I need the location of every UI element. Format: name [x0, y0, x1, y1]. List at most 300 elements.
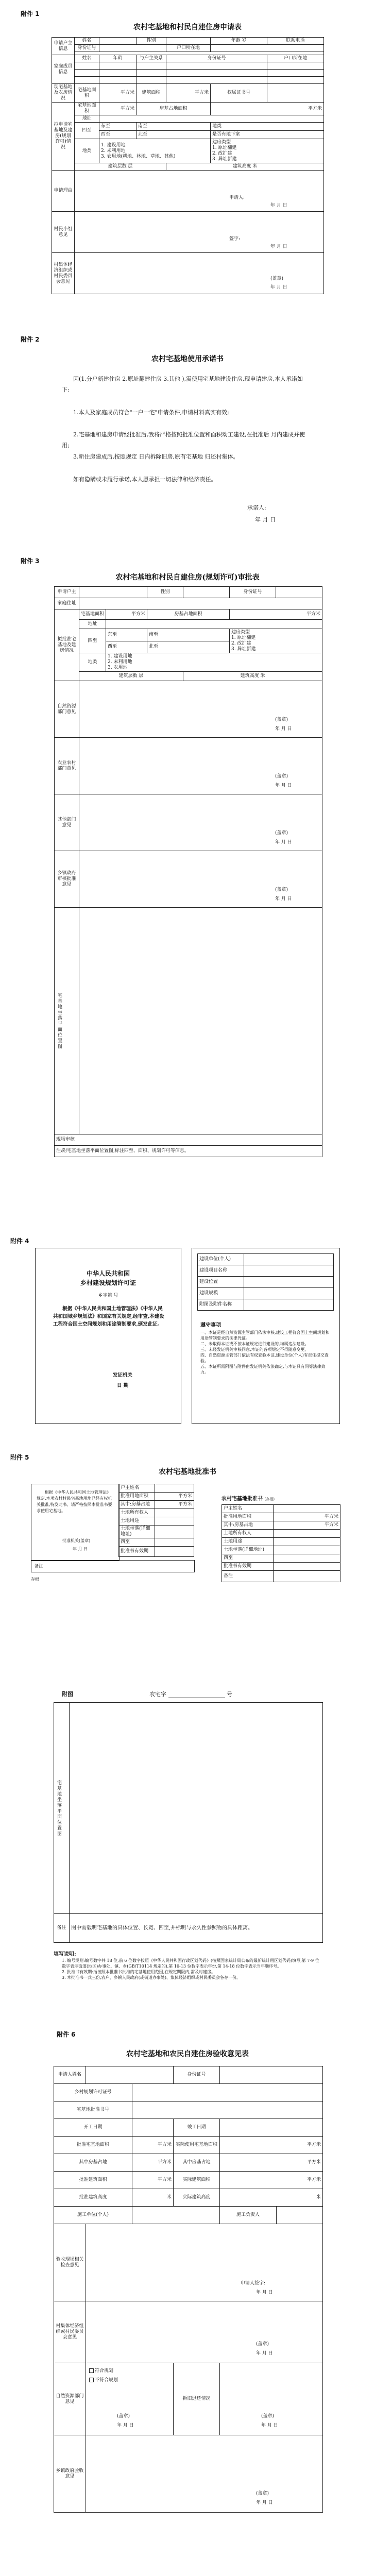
form-2-title: 农村宅基地使用承诺书 [151, 355, 224, 363]
f6-gov-label: 乡镇政府验收意见 [54, 2435, 86, 2513]
north-label: 北至 [137, 131, 211, 139]
right-value-5[interactable] [274, 1546, 340, 1554]
existing-building-label: 建筑面积 [137, 84, 166, 103]
right-unit-2: 平方米 [274, 1521, 340, 1530]
f6-id-field[interactable] [220, 2066, 323, 2084]
attach-remark-label: 备注 [54, 1914, 70, 1943]
f6-approval-field[interactable] [132, 2102, 323, 2119]
land-type-opt-0[interactable]: 1. 建设用地 [101, 142, 126, 148]
existing-area-label: 宅基地面积 [75, 84, 99, 103]
annex-label-4: 附件 4 [10, 1238, 29, 1245]
land-type-label-3: 地类 [79, 653, 106, 672]
right-field-5: 土地坐落(详细地址) [222, 1546, 274, 1554]
id-label-3: 身份证号 [230, 587, 276, 598]
pledge-item-1: 1.本人及家庭成员符合"一户一宅"申请条件,申请材料真实有效; [73, 409, 229, 416]
f6-gov-date: 年 月 日 [256, 2500, 273, 2505]
height-label: 建筑高度 米 [166, 163, 324, 171]
notice-title: 遵守事项 [200, 1323, 221, 1328]
proposed-area-label: 宅基地面积 [75, 103, 99, 115]
f6-actual-area-unit: 平方米 [220, 2137, 323, 2154]
f6-village-label: 村集体经济组织或村民委员会意见 [54, 2301, 86, 2363]
f6-height-label: 批准建筑高度 [54, 2189, 132, 2207]
right-field-0: 户主姓名 [222, 1505, 274, 1513]
member-header-2: 与户主关系 [137, 55, 166, 62]
mid-value-0[interactable] [155, 1484, 194, 1493]
approval-left [31, 1484, 120, 1561]
f6-house-base-label: 其中房基占地 [54, 2154, 132, 2172]
f6-house-base-actual-unit: 平方米 [220, 2154, 323, 2172]
member-cell[interactable] [166, 70, 267, 77]
form-3 [0, 546, 375, 1216]
f6-dept-date: 年 月 日 [117, 2423, 134, 2428]
checkbox-a [89, 2368, 94, 2373]
name-label: 姓名 [75, 38, 99, 45]
height-label-3: 建筑高度 米 [183, 672, 322, 681]
age-label: 年龄 岁 [211, 38, 267, 45]
f6-gov-field[interactable] [86, 2435, 323, 2513]
proposed-area-unit: 平方米 [99, 103, 137, 115]
checkbox-b [89, 2378, 94, 2382]
boundary-label-3: 四至 [79, 629, 106, 653]
f6-actual-height-label: 实际建筑高度 [174, 2189, 220, 2207]
form-5-title: 农村宅基地批准书 [159, 1468, 216, 1476]
f6-check-a[interactable] [89, 2368, 113, 2374]
f6-approval-label: 宅基地批准书号 [54, 2102, 132, 2119]
build-type-opt-1[interactable]: 2. 改扩建 [212, 151, 232, 156]
gender-label-3: 性别 [147, 587, 183, 598]
mid-value-7[interactable] [155, 1547, 194, 1557]
permit-field-4: 附图及附件名称 [198, 1299, 244, 1311]
applicant-field[interactable] [79, 587, 147, 598]
member-header-0: 姓名 [75, 55, 99, 62]
right-field-3: 土地所有权人 [222, 1530, 274, 1538]
build-type-opt-3-0[interactable]: 1. 原址翻建 [231, 635, 256, 640]
approval-remark-strip [31, 1560, 195, 1572]
mid-field-5: 土地坐落(详细地址) [119, 1526, 155, 1538]
floors-label: 建筑层数 层 [75, 163, 166, 171]
member-cell[interactable] [99, 62, 137, 70]
land-type-row-label: 地类 [75, 139, 99, 163]
f6-building-label: 批准建筑面积 [54, 2172, 132, 2189]
house-base-label: 房基占地面积 [137, 103, 211, 115]
notice-list [200, 1330, 332, 1375]
f6-village-field[interactable] [86, 2301, 323, 2363]
mid-value-4[interactable] [155, 1517, 194, 1526]
f6-height-unit: 米 [132, 2189, 174, 2207]
floors-label-3: 建筑层数 层 [79, 672, 183, 681]
attach-side-cell [54, 1703, 70, 1914]
mid-field-3: 土地所有权人 [119, 1509, 155, 1517]
dept4-date: 年 月 日 [275, 896, 292, 902]
f6-gov-seal: (盖章) [256, 2491, 269, 2496]
f6-village-date: 年 月 日 [256, 2351, 273, 2356]
f6-approved-area-unit: 平方米 [132, 2137, 174, 2154]
mid-field-6: 四至 [119, 1538, 155, 1547]
f6-finish-field[interactable] [220, 2119, 323, 2137]
west-label: 西至 [99, 131, 137, 139]
house-base-unit: 平方米 [211, 103, 324, 115]
member-cell[interactable] [166, 62, 267, 70]
f6-verify-label: 拆旧退还情况 [174, 2363, 220, 2435]
land-type-label: 地类 [211, 123, 324, 131]
land-type-options-3[interactable] [106, 653, 322, 672]
f6-house-base-actual-label: 其中房基占地 [174, 2154, 220, 2172]
member-cell[interactable] [267, 70, 324, 77]
right-field-2: 其中:房基占地 [222, 1521, 274, 1530]
annex-label-2: 附件 2 [21, 336, 40, 343]
build-type-opt-2[interactable]: 3. 异址新建 [212, 157, 237, 162]
address-label: 地址 [75, 115, 99, 123]
applicant-label: 申请户主 [55, 587, 79, 598]
build-type-cell-3[interactable] [230, 629, 322, 653]
stub-label: 存根 [31, 1577, 39, 1582]
approval-issuer: 批准机关(盖章) [62, 1538, 91, 1543]
member-cell[interactable] [137, 70, 166, 77]
note-item-0: 1. 编号规则:编号数字共 18 位,前 6 位数字按照《中华人民共和国行政区划代码》(按照国家统计局公布的最新统计用区划代码)填写,第 7-9 位数字表示街道(地区)办事处、镇、乡(GB/T10114 规定的),第 10-13 位数字表示年份,第 14-18 位数字表示当年顺序号。 [62, 1958, 319, 1969]
village-opinion-label: 村集体经济组织或村民委员会意见 [52, 253, 75, 294]
form-6-title: 农村宅基地和农民自建住房验收意见表 [126, 2050, 249, 2058]
member-header-3: 身份证号 [166, 55, 267, 62]
group-sign-label: 签字: [229, 236, 241, 242]
right-title-text: 农村宅基地批准书 [221, 1496, 263, 1502]
annex-label-3: 附件 3 [21, 557, 40, 565]
right-remark-label: 备注 [222, 1571, 274, 1582]
f6-applicant-label: 申请人姓名 [54, 2066, 86, 2084]
permit-issuer: 发证机关 [113, 1372, 133, 1378]
existing-area-unit: 平方米 [99, 84, 137, 103]
f6-actual-building-label: 实际建筑面积 [174, 2172, 220, 2189]
right-field-6: 四至 [222, 1554, 274, 1563]
build-type-opt-3-2[interactable]: 3. 异址新建 [231, 647, 256, 652]
approval-mid-table [118, 1484, 194, 1557]
f6-checks-label: 验收现场相关检查意见 [54, 2224, 86, 2301]
dept1-field[interactable] [79, 681, 322, 738]
f6-verify-field[interactable] [220, 2363, 323, 2435]
reason-label: 申请理由 [52, 171, 75, 212]
form-5b [0, 1685, 375, 1994]
f6-check-b[interactable] [89, 2378, 118, 2383]
form-1-title: 农村宅基地和村民自建住房申请表 [133, 23, 242, 31]
proposed-label: 拟申请宅基地及建房(规划许可)情况 [52, 103, 75, 171]
area-unit-3: 平方米 [106, 609, 147, 620]
name-field[interactable] [99, 38, 137, 45]
dept3-date: 年 月 日 [275, 840, 292, 845]
f6-unit-label: 施工单位(个人) [54, 2207, 132, 2224]
permit-body: 根据《中华人民共和国土地管理法》《中华人民共和国城乡规划法》和国家有关规定,经审查,本建设工程符合国土空间规划和用途管制要求,颁发此证。 [53, 1306, 164, 1327]
attach-remark-text: 图中需载明宅基地的具体位置、长宽、四至,并标明与永久性参照物的具体距离。 [70, 1914, 323, 1943]
family-members-label: 家庭成员信息 [52, 55, 75, 84]
ownership-cert-label: 权属证书号 [211, 84, 267, 103]
member-cell[interactable] [99, 77, 137, 84]
f6-actual-height-unit: 米 [220, 2189, 323, 2207]
site-map-area[interactable] [79, 908, 322, 1134]
member-cell[interactable] [75, 70, 99, 77]
f6-id-label: 身份证号 [174, 2066, 220, 2084]
boundary-label: 四至 [75, 123, 99, 139]
annex-label-1: 附件 1 [21, 10, 40, 18]
household-reg-label: 户口所在地 [166, 45, 211, 52]
form-3-table [54, 586, 322, 1157]
land-type-opt-2[interactable]: 3. 农用地(耕地、林地、草地、其他) [101, 154, 176, 159]
form-4 [0, 1231, 375, 1437]
f6-village-seal: (盖章) [256, 2342, 269, 2347]
household-field-3[interactable] [79, 598, 322, 609]
east-label: 东至 [99, 123, 137, 131]
applicant-sign-date: 年 月 日 [270, 203, 287, 208]
f6-dept-field-a[interactable] [86, 2363, 174, 2435]
build-type-opt-3-1[interactable]: 2. 改扩建 [231, 641, 251, 646]
permit-value-4[interactable] [244, 1299, 334, 1311]
id-field-3[interactable] [276, 587, 322, 598]
f6-person-label: 施工负责人 [220, 2207, 277, 2224]
permit-value-2[interactable] [244, 1277, 334, 1288]
household-reg-field[interactable] [211, 45, 324, 52]
member-cell[interactable] [99, 70, 137, 77]
id-field[interactable] [99, 45, 166, 52]
permit-title-1: 中华人民共和国 [86, 1270, 130, 1277]
site-verify-row [55, 1134, 322, 1146]
mid-field-0: 户主姓名 [119, 1484, 155, 1493]
mid-value-6[interactable] [155, 1538, 194, 1547]
mid-field-2: 其中:房基占地 [119, 1501, 155, 1509]
dept2-label: 农业农村部门意见 [55, 738, 79, 794]
gender-label: 性别 [137, 38, 166, 45]
f6-permit-field[interactable] [132, 2084, 323, 2102]
group-opinion-field[interactable] [75, 212, 324, 253]
south-label: 南至 [137, 123, 211, 131]
ownership-cert-field[interactable] [267, 84, 324, 103]
notice-item-4: 五、本证所需附图与附件由发证机关依法确定,与本证具有同等法律效力。 [200, 1364, 326, 1375]
reason-field[interactable] [75, 171, 324, 212]
site-verify-label: 现场审核 [56, 1137, 75, 1142]
permit-field-3: 建设规模 [198, 1288, 244, 1299]
permit-field-2: 建设位置 [198, 1277, 244, 1288]
notice-item-0: 一、本证是经自然资源主管部门依法审核,建设工程符合国土空间规划和用途管制要求的法律凭证。 [200, 1330, 330, 1341]
mid-field-4: 土地用途 [119, 1517, 155, 1526]
permit-field-1: 建设项目名称 [198, 1265, 244, 1277]
group-opinion-label: 村民小组意见 [52, 212, 75, 253]
site-map-vertical-label: 宅基地坐落平面位置图 [57, 992, 62, 1049]
form-3-note: 注:附宅基地坐落平面位置图,标注四至、面积、规划许可等信息。 [55, 1146, 322, 1157]
permit-fields-table [197, 1253, 334, 1311]
land-type-opt-3-1[interactable]: 2. 未利用地 [108, 659, 132, 665]
note-item-2: 3. 本批准书一式三份,农户、乡镇人民政府(或街道办事处)、集体经济组织或村民委员会各存一份。 [62, 1975, 241, 1980]
annex-label-5: 附件 5 [10, 1454, 29, 1461]
dept1-date: 年 月 日 [275, 726, 292, 732]
right-title-stub: (存根) [264, 1497, 275, 1501]
f6-start-field[interactable] [132, 2119, 174, 2137]
notes-title: 填写说明: [54, 1952, 76, 1957]
dept4-label: 乡镇政府审核批准意见 [55, 851, 79, 908]
address-label-3: 地址 [79, 620, 106, 629]
attach-map-area[interactable] [70, 1703, 323, 1914]
f6-verify-seal: (盖章) [261, 2414, 275, 2419]
dept3-label: 其他部门意见 [55, 794, 79, 851]
build-type-opt-0[interactable]: 1. 原址翻建 [212, 145, 237, 150]
pledge-intro: 因(1.分户新建住房 2.原址翻建住房 3.其他 ),需使用宅基地建设住房,现申请建房,本人承诺如下: [62, 376, 303, 393]
mid-unit-1: 平方米 [155, 1493, 194, 1501]
right-field-1: 批准用地面积 [222, 1513, 274, 1521]
f6-person-field[interactable] [277, 2207, 323, 2224]
land-type-opt-3-0[interactable]: 1. 建设用地 [108, 654, 132, 659]
permit-value-3[interactable] [244, 1288, 334, 1299]
f6-villager-sign: 申请人签字: [241, 2281, 266, 2286]
existing-label: 现宅基地及农房情况 [52, 84, 75, 103]
pledge-closing: 如有隐瞒或未履行承诺,本人愿承担一切法律和经济责任。 [73, 476, 217, 483]
dept3-seal: (盖章) [275, 831, 288, 836]
notice-item-2: 三、未经发证机关审核同意,本证的各项规定不得随意变更。 [200, 1347, 309, 1352]
form-1-table [52, 37, 324, 294]
attach-header-prefix: 农宅字 [149, 1691, 166, 1698]
attach-table [54, 1702, 323, 1943]
f6-house-base-unit: 平方米 [132, 2154, 174, 2172]
group-sign-date: 年 月 日 [270, 244, 287, 249]
pledge-date: 年 月 日 [255, 516, 276, 523]
f6-checks-field[interactable] [86, 2224, 323, 2301]
mid-field-1: 批准用地面积 [119, 1493, 155, 1501]
gender-field-3[interactable] [183, 587, 230, 598]
dept4-field[interactable] [79, 851, 322, 908]
build-type-label: 建房类型 [212, 140, 231, 145]
gender-field[interactable] [166, 38, 211, 45]
right-value-0[interactable] [274, 1505, 340, 1513]
mid-value-5[interactable] [155, 1526, 194, 1538]
mid-field-7: 批准书有效期 [119, 1547, 155, 1557]
has-basement-label: 是否有地下室 [211, 131, 324, 139]
member-cell[interactable] [75, 62, 99, 70]
right-title [221, 1494, 275, 1502]
dept3-field[interactable] [79, 794, 322, 851]
area-label-3: 宅基地面积 [79, 609, 106, 620]
build-type-options[interactable] [211, 139, 324, 163]
mid-value-3[interactable] [155, 1509, 194, 1517]
dept2-seal: (盖章) [275, 774, 288, 779]
f6-permit-label: 乡村规划许可证号 [54, 2084, 132, 2102]
attach-header-no: 号 [227, 1691, 232, 1698]
form-3-title: 农村宅基地和村民自建住房(规划许可)审批表 [115, 573, 260, 582]
north-label-3: 北至 [147, 641, 230, 653]
dept4-seal: (盖章) [275, 887, 288, 892]
f6-verify-date: 年 月 日 [261, 2423, 278, 2428]
member-cell[interactable] [137, 62, 166, 70]
member-header-4: 户口所在地 [267, 55, 324, 62]
dept1-label: 自然资源部门意见 [55, 681, 79, 738]
member-cell[interactable] [166, 77, 267, 84]
applicant-sign-label: 申请人: [229, 195, 245, 200]
form-6-table [54, 2066, 323, 2513]
f6-dept-label: 自然资源部门意见 [54, 2363, 86, 2435]
permit-value-0[interactable] [244, 1254, 334, 1265]
dept1-seal: (盖章) [275, 717, 288, 722]
f6-approved-area-label: 批准宅基地面积 [54, 2137, 132, 2154]
f6-applicant-field[interactable] [86, 2066, 174, 2084]
note-item-1: 2. 批准书有效期:指按照本批准书批准的宅基地使用范围,在规定期限内,需及时建房。 [62, 1970, 215, 1974]
house-base-label-3: 房基占地面积 [147, 609, 230, 620]
attach-header-left: 附图 [62, 1691, 73, 1698]
approval-remark-label: 备注 [35, 1564, 43, 1568]
member-cell[interactable] [267, 77, 324, 84]
household-label-3: 家庭住址 [55, 598, 79, 609]
member-cell[interactable] [267, 62, 324, 70]
pledge-signer: 承诺人: [247, 504, 266, 511]
land-type-opt-1[interactable]: 2. 未利用地 [101, 148, 126, 154]
pledge-item-3: 3.新住房建成后,按照规定 日内拆除旧房,原有宅基地 归还村集体。 [73, 453, 239, 460]
right-value-6[interactable] [274, 1554, 340, 1563]
approval-date: 年 月 日 [73, 1547, 88, 1551]
dept2-field[interactable] [79, 738, 322, 794]
form-5 [0, 1448, 375, 1664]
permit-cover [35, 1248, 181, 1424]
village-opinion-field[interactable] [75, 253, 324, 294]
existing-building-unit: 平方米 [166, 84, 211, 103]
right-unit-1: 平方米 [274, 1513, 340, 1521]
land-type-opt-3-2[interactable]: 3. 农用地 [108, 665, 128, 670]
f6-check-a-label: 符合规划 [95, 2368, 114, 2374]
right-value-7[interactable] [274, 1563, 340, 1571]
member-header-1: 年龄 [99, 55, 137, 62]
permit-title-2: 乡村建设规划许可证 [80, 1279, 136, 1286]
form-2 [0, 319, 375, 541]
member-cell[interactable] [75, 77, 99, 84]
right-remark-value[interactable] [274, 1571, 340, 1582]
permit-field-0: 建设单位(个人) [198, 1254, 244, 1265]
annex-label-6: 附件 6 [57, 2031, 76, 2038]
f6-check-b-label: 不符合规划 [95, 2378, 118, 2383]
f6-actual-building-unit: 平方米 [220, 2172, 323, 2189]
right-value-4[interactable] [274, 1538, 340, 1546]
form-6 [0, 2020, 375, 2576]
site-map-label-cell [55, 908, 79, 1134]
build-type-label-3: 建房类型 [231, 630, 250, 635]
proposed-label-3: 拟批准宅基地及建房情况 [55, 609, 79, 681]
address-field-3[interactable] [106, 620, 322, 629]
right-value-3[interactable] [274, 1530, 340, 1538]
approval-right-table [221, 1504, 340, 1582]
approval-left-text: 根据《中华人民共和国土地管理法》规定,本项农村村民宅基地用地已经有权机关批准,特发此书。请严格按照本批准书要求使用宅基地。 [37, 1490, 112, 1513]
f6-start-label: 开工日期 [54, 2119, 132, 2137]
address-field[interactable] [99, 115, 324, 123]
village-seal: (盖章) [270, 276, 284, 281]
south-label-3: 南至 [147, 629, 230, 641]
f6-unit-field[interactable] [132, 2207, 220, 2224]
pledge-item-2: 2.宅基地和建房申请经批准后,我将严格按照批准位置和面积动工建设,在批准后 月内建成并使用; [62, 431, 305, 449]
permit-value-1[interactable] [244, 1265, 334, 1277]
phone-label: 联系电话 [267, 38, 324, 45]
member-cell[interactable] [137, 77, 166, 84]
village-sign-date: 年 月 日 [270, 285, 287, 290]
f6-building-unit: 平方米 [132, 2172, 174, 2189]
form-1 [0, 0, 375, 309]
f6-dept-seal: (盖章) [117, 2414, 130, 2419]
f6-villager-date: 年 月 日 [256, 2290, 273, 2295]
right-field-4: 土地用途 [222, 1538, 274, 1546]
east-label-3: 东至 [106, 629, 147, 641]
f6-finish-label: 竣工日期 [174, 2119, 220, 2137]
dept2-date: 年 月 日 [275, 783, 292, 788]
applicant-basic-label: 申请户主信息 [52, 38, 75, 55]
notice-item-3: 四、自然资源主管部门依法有权查验本证,建设单位(个人)有责任提交查验。 [200, 1353, 329, 1363]
land-type-options[interactable] [99, 139, 211, 163]
attach-header-mid [149, 1690, 232, 1698]
notice-item-1: 二、未取得本证或不按本证规定进行建设的,均属违法建设。 [200, 1342, 309, 1346]
right-field-7: 批准书有效期 [222, 1563, 274, 1571]
permit-issue-date: 日 期 [117, 1383, 129, 1388]
f6-actual-area-label: 实际使用宅基地面积 [174, 2137, 220, 2154]
mid-unit-2: 平方米 [155, 1501, 194, 1509]
attach-side-label: 宅基地坐落平面位置图 [56, 1780, 61, 1837]
house-base-unit-3: 平方米 [230, 609, 322, 620]
permit-inner [192, 1248, 340, 1424]
